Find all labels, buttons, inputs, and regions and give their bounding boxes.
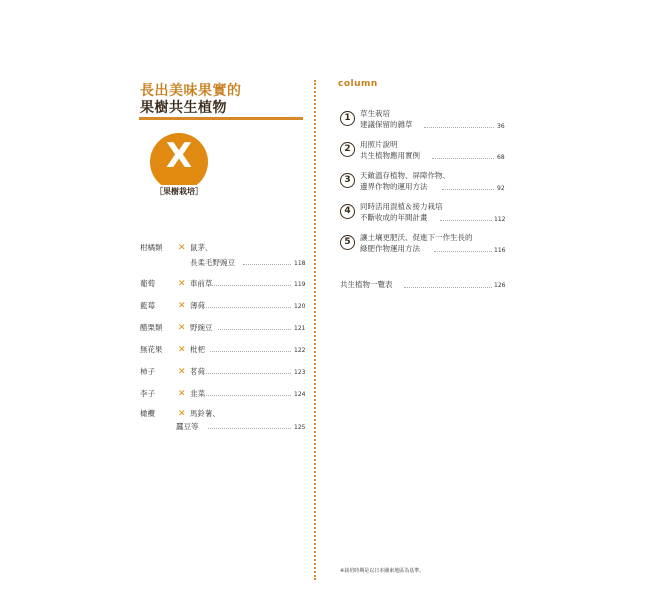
leader-dots <box>210 285 291 286</box>
badge-x-mark: X <box>165 136 193 176</box>
list-item <box>140 408 220 420</box>
companion-name: 馬鈴薯、 <box>190 409 220 418</box>
leader-dots <box>218 329 291 330</box>
column-item <box>360 201 443 223</box>
crop-name: 李子 <box>140 389 155 398</box>
title-line-1: 長出美味果實的 <box>140 83 242 99</box>
leader-dots <box>434 251 492 252</box>
number-circle-icon: 4 <box>340 204 355 219</box>
crop-name: 柑橘類 <box>140 243 163 252</box>
column-item <box>360 170 450 192</box>
column-item-line1: 同時活用混植＆接力栽培 <box>360 202 443 211</box>
page-number: 123 <box>294 369 306 376</box>
column-item-line1: 用照片說明 <box>360 140 398 149</box>
x-mark-icon: ✕ <box>178 243 186 253</box>
leader-dots <box>424 127 494 128</box>
x-mark-icon: ✕ <box>178 279 186 289</box>
x-mark-icon: ✕ <box>178 301 186 311</box>
column-item-line2: 不斷收成的年間計畫 <box>360 213 428 222</box>
column-item <box>360 108 413 130</box>
list-item <box>140 344 205 356</box>
crop-name: 柿子 <box>140 367 155 376</box>
column-item-line1: 讓土壤更肥沃、促進下一作生長的 <box>360 233 473 242</box>
x-mark-icon: ✕ <box>178 409 186 419</box>
leader-dots <box>208 428 291 429</box>
leader-dots <box>202 395 291 396</box>
column-heading: column <box>338 79 378 89</box>
companion-name: 車前草 <box>190 279 213 288</box>
list-item <box>140 300 205 312</box>
number-circle-icon: 3 <box>340 173 355 188</box>
leader-dots <box>210 351 291 352</box>
number-circle-icon: 1 <box>340 111 355 126</box>
list-item <box>140 278 213 290</box>
companion-list-entry: 共生植物一覽表 <box>340 280 393 289</box>
page-number: 119 <box>294 281 306 288</box>
column-item-line2: 共生植物應用實例 <box>360 151 420 160</box>
column-item-line1: 天敵溫存植物、屏障作物、 <box>360 171 450 180</box>
column-divider <box>314 80 316 580</box>
crop-name: 橄欖 <box>140 409 155 418</box>
companion-name: 野豌豆 <box>190 323 213 332</box>
page-number: 120 <box>294 303 306 310</box>
column-item-line2: 邊界作物的運用方法 <box>360 182 428 191</box>
companion-name: 枇杷 <box>190 345 205 354</box>
page-number: 118 <box>294 260 306 267</box>
list-item <box>140 388 205 400</box>
leader-dots <box>202 373 291 374</box>
page-number: 124 <box>294 391 306 398</box>
crop-name: 葡萄 <box>140 279 155 288</box>
column-item <box>360 139 420 161</box>
companion-name: 鼠茅、 <box>190 243 213 252</box>
page-number: 125 <box>294 424 306 431</box>
page-number: 121 <box>294 325 306 332</box>
leader-dots <box>442 189 494 190</box>
companion-name: 薄荷 <box>190 301 205 310</box>
list-item <box>140 242 213 254</box>
leader-dots <box>440 220 492 221</box>
leader-dots <box>432 158 494 159</box>
title-underline <box>139 117 303 120</box>
footnote: ※栽培時期是以日本關東地區為基準。 <box>340 568 425 574</box>
page-number: 122 <box>294 347 306 354</box>
leader-dots <box>404 287 492 288</box>
title-line-2: 果樹共生植物 <box>140 100 227 116</box>
crop-name: 藍莓 <box>140 301 155 310</box>
page-number: 116 <box>494 247 506 254</box>
leader-dots <box>243 264 291 265</box>
x-mark-icon: ✕ <box>178 367 186 377</box>
x-mark-icon: ✕ <box>178 345 186 355</box>
page-number: 36 <box>497 123 505 130</box>
list-item <box>140 322 213 334</box>
companion-name-line2: 蠶豆等 <box>176 422 199 431</box>
fruit-tree-badge <box>150 133 208 191</box>
crop-name: 醋栗類 <box>140 323 163 332</box>
companion-name: 茗荷 <box>190 367 205 376</box>
x-mark-icon: ✕ <box>178 323 186 333</box>
companion-name-line2: 長柔毛野豌豆 <box>190 258 235 267</box>
page-number: 126 <box>494 282 506 289</box>
number-circle-icon: 2 <box>340 142 355 157</box>
page-number: 112 <box>494 216 506 223</box>
page-number: 92 <box>497 185 505 192</box>
column-item-line1: 草生栽培 <box>360 109 390 118</box>
number-circle-icon: 5 <box>340 235 355 250</box>
badge-label: ［果樹栽培］ <box>150 185 208 198</box>
list-item <box>140 366 205 378</box>
crop-name: 無花果 <box>140 345 163 354</box>
companion-name: 韭菜 <box>190 389 205 398</box>
page-number: 68 <box>497 154 505 161</box>
column-item-line2: 建議保留的雜草 <box>360 120 413 129</box>
x-mark-icon: ✕ <box>178 389 186 399</box>
column-item-line2: 綠肥作物運用方法 <box>360 244 420 253</box>
leader-dots <box>202 307 291 308</box>
